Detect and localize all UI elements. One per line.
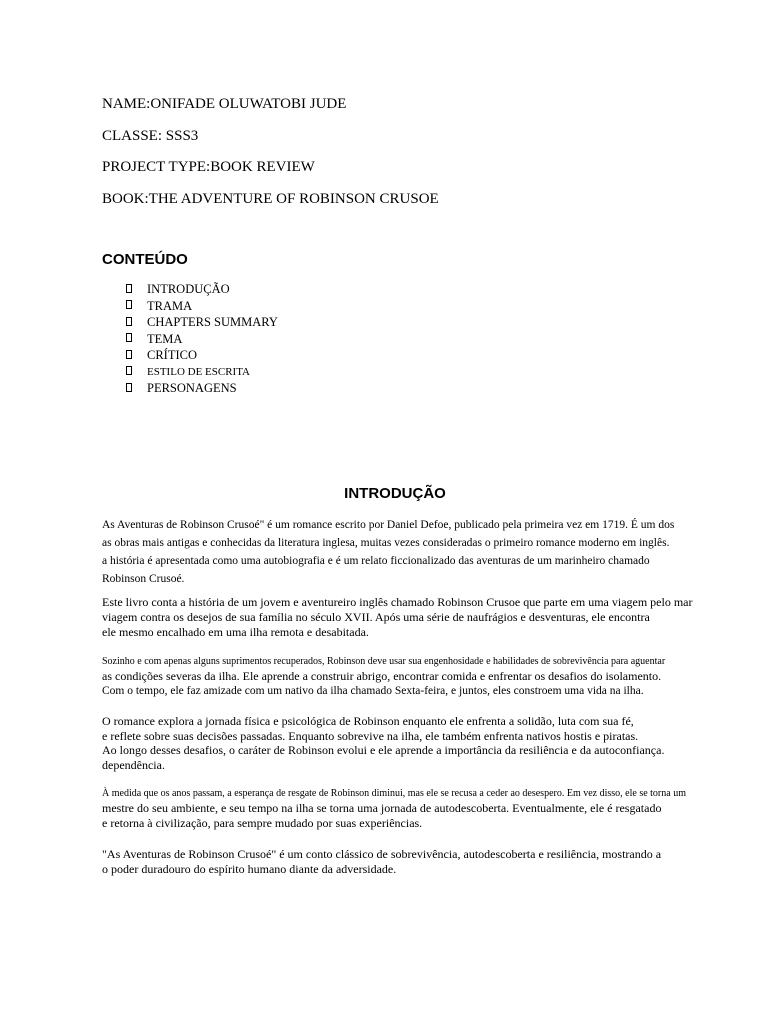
paragraph-line: Com o tempo, ele faz amizade com um nativo da ilha chamado Sexta-feira, e juntos, eles constroem uma vida na ilha. bbox=[102, 685, 644, 697]
paragraph-line: ele mesmo encalhado em uma ilha remota e desabitada. bbox=[102, 625, 369, 639]
intro-paragraph-6 bbox=[102, 847, 742, 877]
contents-item-label: ESTILO DE ESCRITA bbox=[147, 365, 251, 378]
intro-paragraph-3 bbox=[102, 654, 742, 699]
contents-item bbox=[126, 331, 278, 348]
checkbox-bullet-icon bbox=[126, 317, 132, 326]
paragraph-line: Este livro conta a história de um jovem e aventureiro inglês chamado Robinson Crusoe que parte em uma viagem pelo mar bbox=[102, 595, 693, 609]
contents-list bbox=[126, 281, 278, 397]
paragraph-line: as obras mais antigas e conhecidas da literatura inglesa, muitas vezes consideradas o primeiro romance moderno em inglês. bbox=[102, 537, 670, 549]
paragraph-line: e retorna à civilização, para sempre mudado por suas experiências. bbox=[102, 816, 423, 830]
contents-item bbox=[126, 380, 278, 397]
paragraph-line: mestre do seu ambiente, e seu tempo na ilha se torna uma jornada de autodescoberta. Eventualmente, ele é resgatado bbox=[102, 801, 662, 815]
paragraph-line: O romance explora a jornada física e psicológica de Robinson enquanto ele enfrenta a solidão, luta com sua fé, bbox=[102, 714, 634, 728]
paragraph-line: viagem contra os desejos de sua família no século XVII. Após uma série de naufrágios e desventuras, ele encontra bbox=[102, 610, 650, 624]
checkbox-bullet-icon bbox=[126, 284, 132, 293]
checkbox-bullet-icon bbox=[126, 300, 132, 309]
contents-heading: CONTEÚDO bbox=[102, 251, 188, 268]
paragraph-line: À medida que os anos passam, a esperança de resgate de Robinson diminui, mas ele se recusa a ceder ao desespero. Em vez disso, ele se torna um bbox=[102, 788, 686, 799]
intro-paragraph-4 bbox=[102, 714, 742, 772]
paragraph-line: "As Aventuras de Robinson Crusoé" é um conto clássico de sobrevivência, autodescoberta e resiliência, mostrando a bbox=[102, 847, 662, 861]
introduction-heading: INTRODUÇÃO bbox=[344, 485, 446, 502]
contents-item bbox=[126, 347, 278, 364]
intro-paragraph-5 bbox=[102, 786, 742, 831]
paragraph-line: o poder duradouro do espírito humano diante da adversidade. bbox=[102, 862, 397, 876]
paragraph-line: Sozinho e com apenas alguns suprimentos recuperados, Robinson deve usar sua engenhosidade e habilidades de sobrevivência para aguentar bbox=[102, 656, 666, 667]
checkbox-bullet-icon bbox=[126, 350, 132, 359]
contents-item-label: CRÍTICO bbox=[147, 348, 197, 363]
intro-paragraph-1 bbox=[102, 516, 742, 588]
contents-item-label: TRAMA bbox=[147, 298, 193, 313]
paragraph-line: e reflete sobre suas decisões passadas. Enquanto sobrevive na ilha, ele também enfrenta nativos hostis e piratas. bbox=[102, 728, 639, 743]
checkbox-bullet-icon bbox=[126, 366, 132, 375]
paragraph-line: Robinson Crusoé. bbox=[102, 573, 185, 585]
paragraph-line: Ao longo desses desafios, o caráter de Robinson evolui e ele aprende a importância da resiliência e da autoconfiança. bbox=[102, 743, 665, 757]
contents-item bbox=[126, 281, 278, 298]
contents-item-label: TEMA bbox=[147, 331, 183, 346]
class-line: CLASSE: SSS3 bbox=[102, 128, 199, 144]
project-type-line: PROJECT TYPE:BOOK REVIEW bbox=[102, 159, 315, 175]
contents-item bbox=[126, 314, 278, 331]
paragraph-line: as condições severas da ilha. Ele aprende a construir abrigo, encontrar comida e enfrentar os desafios do isolamento. bbox=[102, 669, 662, 683]
contents-item bbox=[126, 364, 278, 381]
contents-item-label: PERSONAGENS bbox=[147, 381, 237, 396]
paragraph-line: dependência. bbox=[102, 757, 165, 772]
contents-item-label: INTRODUÇÃO bbox=[147, 282, 230, 297]
paragraph-line: As Aventuras de Robinson Crusoé" é um romance escrito por Daniel Defoe, publicado pela primeira vez em 1719. É um dos bbox=[102, 519, 675, 531]
contents-item bbox=[126, 298, 278, 315]
intro-paragraph-2 bbox=[102, 595, 742, 640]
book-title-line: BOOK:THE ADVENTURE OF ROBINSON CRUSOE bbox=[102, 191, 439, 207]
contents-item-label: CHAPTERS SUMMARY bbox=[147, 315, 278, 330]
student-name: NAME:ONIFADE OLUWATOBI JUDE bbox=[102, 96, 347, 112]
paragraph-line: a história é apresentada como uma autobiografia e é um relato ficcionalizado das aventuras de um marinheiro chamado bbox=[102, 555, 650, 567]
checkbox-bullet-icon bbox=[126, 333, 132, 342]
checkbox-bullet-icon bbox=[126, 383, 132, 392]
